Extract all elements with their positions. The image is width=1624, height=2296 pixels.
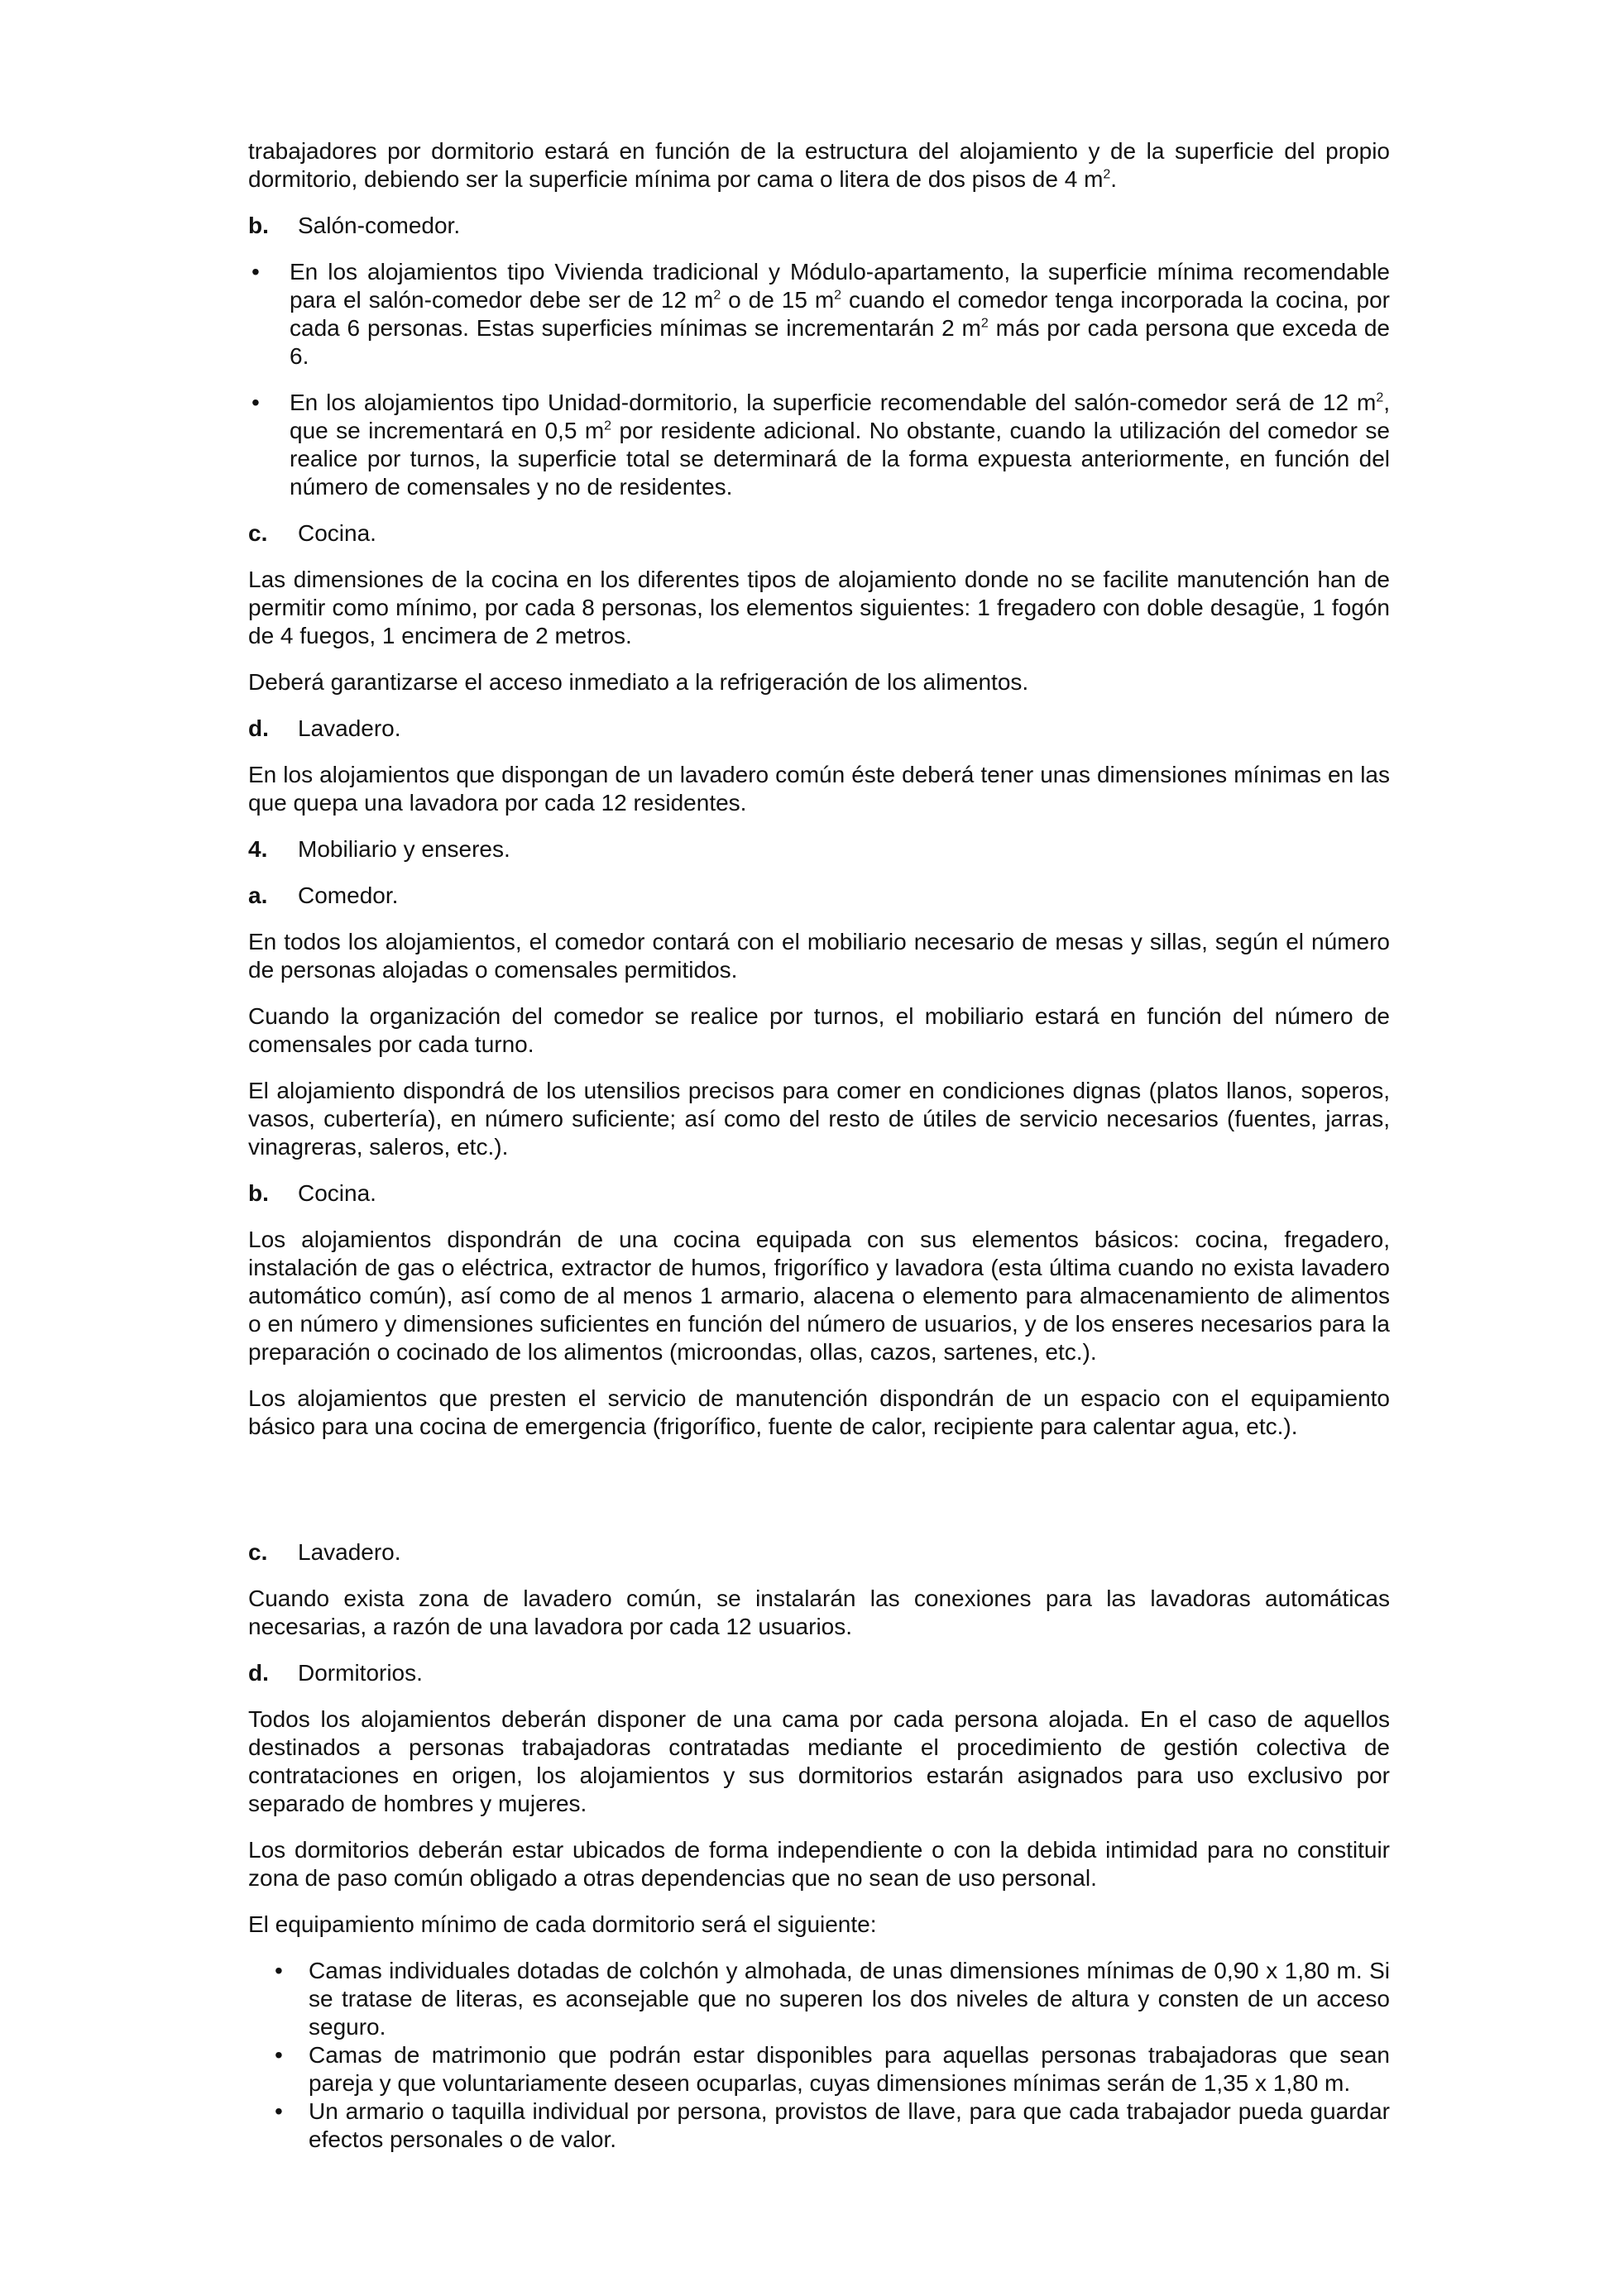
- list-item-text: Camas individuales dotadas de colchón y almohada, de unas dimensiones mínimas de 0,90 x 1,80 m. Si se tratase de literas, es aconsejable que no superen los dos niveles de altura y consten de un acceso seguro.: [309, 1958, 1390, 2040]
- text: En los alojamientos tipo Vivienda tradicional y Módulo-apartamento, la superficie mínima recomendable para el salón-comedor debe ser de 12 m: [290, 259, 1390, 313]
- text: más por cada persona que exceda de 6.: [290, 315, 1390, 369]
- heading-text: Cocina.: [298, 1180, 376, 1206]
- list-item: [248, 2097, 1390, 2154]
- heading-text: Mobiliario y enseres.: [298, 836, 510, 862]
- section-heading-lavadero: [248, 715, 1390, 743]
- heading-text: Salón-comedor.: [298, 213, 461, 238]
- heading-text: Comedor.: [298, 883, 399, 908]
- paragraph: El equipamiento mínimo de cada dormitorio será el siguiente:: [248, 1911, 877, 1937]
- paragraph: En los alojamientos que dispongan de un lavadero común éste deberá tener unas dimensiones mínimas en las que quepa una lavadora por cada 12 residentes.: [248, 762, 1390, 816]
- section-heading-lavadero-mobiliario: [248, 1538, 1390, 1567]
- heading-label: a.: [248, 883, 268, 908]
- heading-text: Lavadero.: [298, 1539, 401, 1565]
- superscript: 2: [1376, 390, 1384, 405]
- heading-label: c.: [248, 520, 268, 546]
- superscript: 2: [604, 419, 612, 433]
- heading-label: c.: [248, 1539, 268, 1565]
- list-item: [248, 389, 1390, 501]
- list-item: [248, 1957, 1390, 2041]
- heading-label: d.: [248, 1660, 269, 1686]
- text: .: [1110, 166, 1118, 192]
- text: por residente adicional. No obstante, cuando la utilización del comedor se realice por turnos, la superficie total se determinará de la forma expuesta anteriormente, en función del número de comensales y no de residentes.: [290, 418, 1390, 500]
- paragraph: Los dormitorios deberán estar ubicados de forma independiente o con la debida intimidad para no constituir zona de paso común obligado a otras dependencias que no sean de uso personal.: [248, 1837, 1390, 1891]
- paragraph: El alojamiento dispondrá de los utensilios precisos para comer en condiciones dignas (platos llanos, soperos, vasos, cubertería), en número suficiente; así como del resto de útiles de servicio necesarios (fuentes, jarras, vinagreras, saleros, etc.).: [248, 1078, 1390, 1160]
- section-heading-salon-comedor: [248, 212, 1390, 240]
- heading-label: 4.: [248, 836, 268, 862]
- heading-label: b.: [248, 1180, 269, 1206]
- paragraph: Cuando la organización del comedor se realice por turnos, el mobiliario estará en función del número de comensales por cada turno.: [248, 1003, 1390, 1057]
- text: En los alojamientos tipo Unidad-dormitorio, la superficie recomendable del salón-comedor será de 12 m: [290, 390, 1377, 415]
- text: , que se incrementará en 0,5 m: [290, 390, 1390, 443]
- heading-label: d.: [248, 715, 269, 741]
- paragraph: En todos los alojamientos, el comedor contará con el mobiliario necesario de mesas y sillas, según el número de personas alojadas o comensales permitidos.: [248, 929, 1390, 983]
- text: o de 15 m: [721, 287, 835, 313]
- superscript: 2: [980, 316, 989, 331]
- text: cuando el comedor tenga incorporada la cocina, por cada 6 personas. Estas superficies mínimas se incrementarán 2 m: [290, 287, 1391, 341]
- paragraph: Cuando exista zona de lavadero común, se instalarán las conexiones para las lavadoras automáticas necesarias, a razón de una lavadora por cada 12 usuarios.: [248, 1586, 1390, 1639]
- heading-text: Cocina.: [298, 520, 376, 546]
- section-heading-dormitorios: [248, 1659, 1390, 1687]
- heading-label: b.: [248, 213, 269, 238]
- paragraph: Los alojamientos que presten el servicio de manutención dispondrán de un espacio con el equipamiento básico para una cocina de emergencia (frigorífico, fuente de calor, recipiente para calentar agua, etc.).: [248, 1385, 1390, 1439]
- section-heading-cocina: [248, 519, 1390, 548]
- bullet-icon: •: [275, 1958, 283, 1983]
- list-item-text: Un armario o taquilla individual por persona, provistos de llave, para que cada trabajador pueda guardar efectos personales o de valor.: [309, 2098, 1390, 2152]
- section-heading-cocina-mobiliario: [248, 1179, 1390, 1208]
- paragraph: Las dimensiones de la cocina en los diferentes tipos de alojamiento donde no se facilite manutención han de permitir como mínimo, por cada 8 personas, los elementos siguientes: 1 fregadero con doble desagüe, 1 fogón de 4 fuegos, 1 encimera de 2 metros.: [248, 567, 1390, 648]
- superscript: 2: [1103, 167, 1111, 182]
- list-item: [248, 2041, 1390, 2097]
- heading-text: Lavadero.: [298, 715, 401, 741]
- list-item-text: Camas de matrimonio que podrán estar disponibles para aquellas personas trabajadoras que sean pareja y que voluntariamente deseen ocuparlas, cuyas dimensiones mínimas serán de 1,35 x 1,80 m.: [309, 2042, 1390, 2096]
- paragraph: Deberá garantizarse el acceso inmediato a la refrigeración de los alimentos.: [248, 669, 1029, 695]
- paragraph: Todos los alojamientos deberán disponer de una cama por cada persona alojada. En el caso de aquellos destinados a personas trabajadoras contratadas mediante el procedimiento de gestión colectiva de contrataciones en origen, los alojamientos y sus dormitorios estarán asignados para uso exclusivo por separado de hombres y mujeres.: [248, 1706, 1390, 1816]
- text: trabajadores por dormitorio estará en función de la estructura del alojamiento y de la superficie del propio dormitorio, debiendo ser la superficie mínima por cama o litera de dos pisos de 4 m: [248, 138, 1390, 192]
- section-heading-comedor: [248, 882, 1390, 910]
- bullet-icon: •: [252, 259, 260, 285]
- paragraph: [248, 137, 1390, 194]
- bullet-icon: •: [275, 2098, 283, 2124]
- list-item: [248, 258, 1390, 371]
- heading-text: Dormitorios.: [298, 1660, 423, 1686]
- bullet-icon: •: [252, 390, 260, 415]
- section-heading-mobiliario: [248, 835, 1390, 863]
- superscript: 2: [713, 288, 721, 303]
- page-gap: [248, 1459, 1390, 1538]
- paragraph: Los alojamientos dispondrán de una cocina equipada con sus elementos básicos: cocina, fregadero, instalación de gas o eléctrica, extractor de humos, frigorífico y lavadora (esta última cuando no exista lavadero automático común), así como de al menos 1 armario, alacena o elemento para almacenamiento de alimentos o en número y dimensiones suficientes en función del número de usuarios, y de los enseres necesarios para la preparación o cocinado de los alimentos (microondas, ollas, cazos, sartenes, etc.).: [248, 1227, 1390, 1365]
- bullet-icon: •: [275, 2042, 283, 2068]
- document-page: [248, 137, 1390, 2154]
- superscript: 2: [834, 288, 842, 303]
